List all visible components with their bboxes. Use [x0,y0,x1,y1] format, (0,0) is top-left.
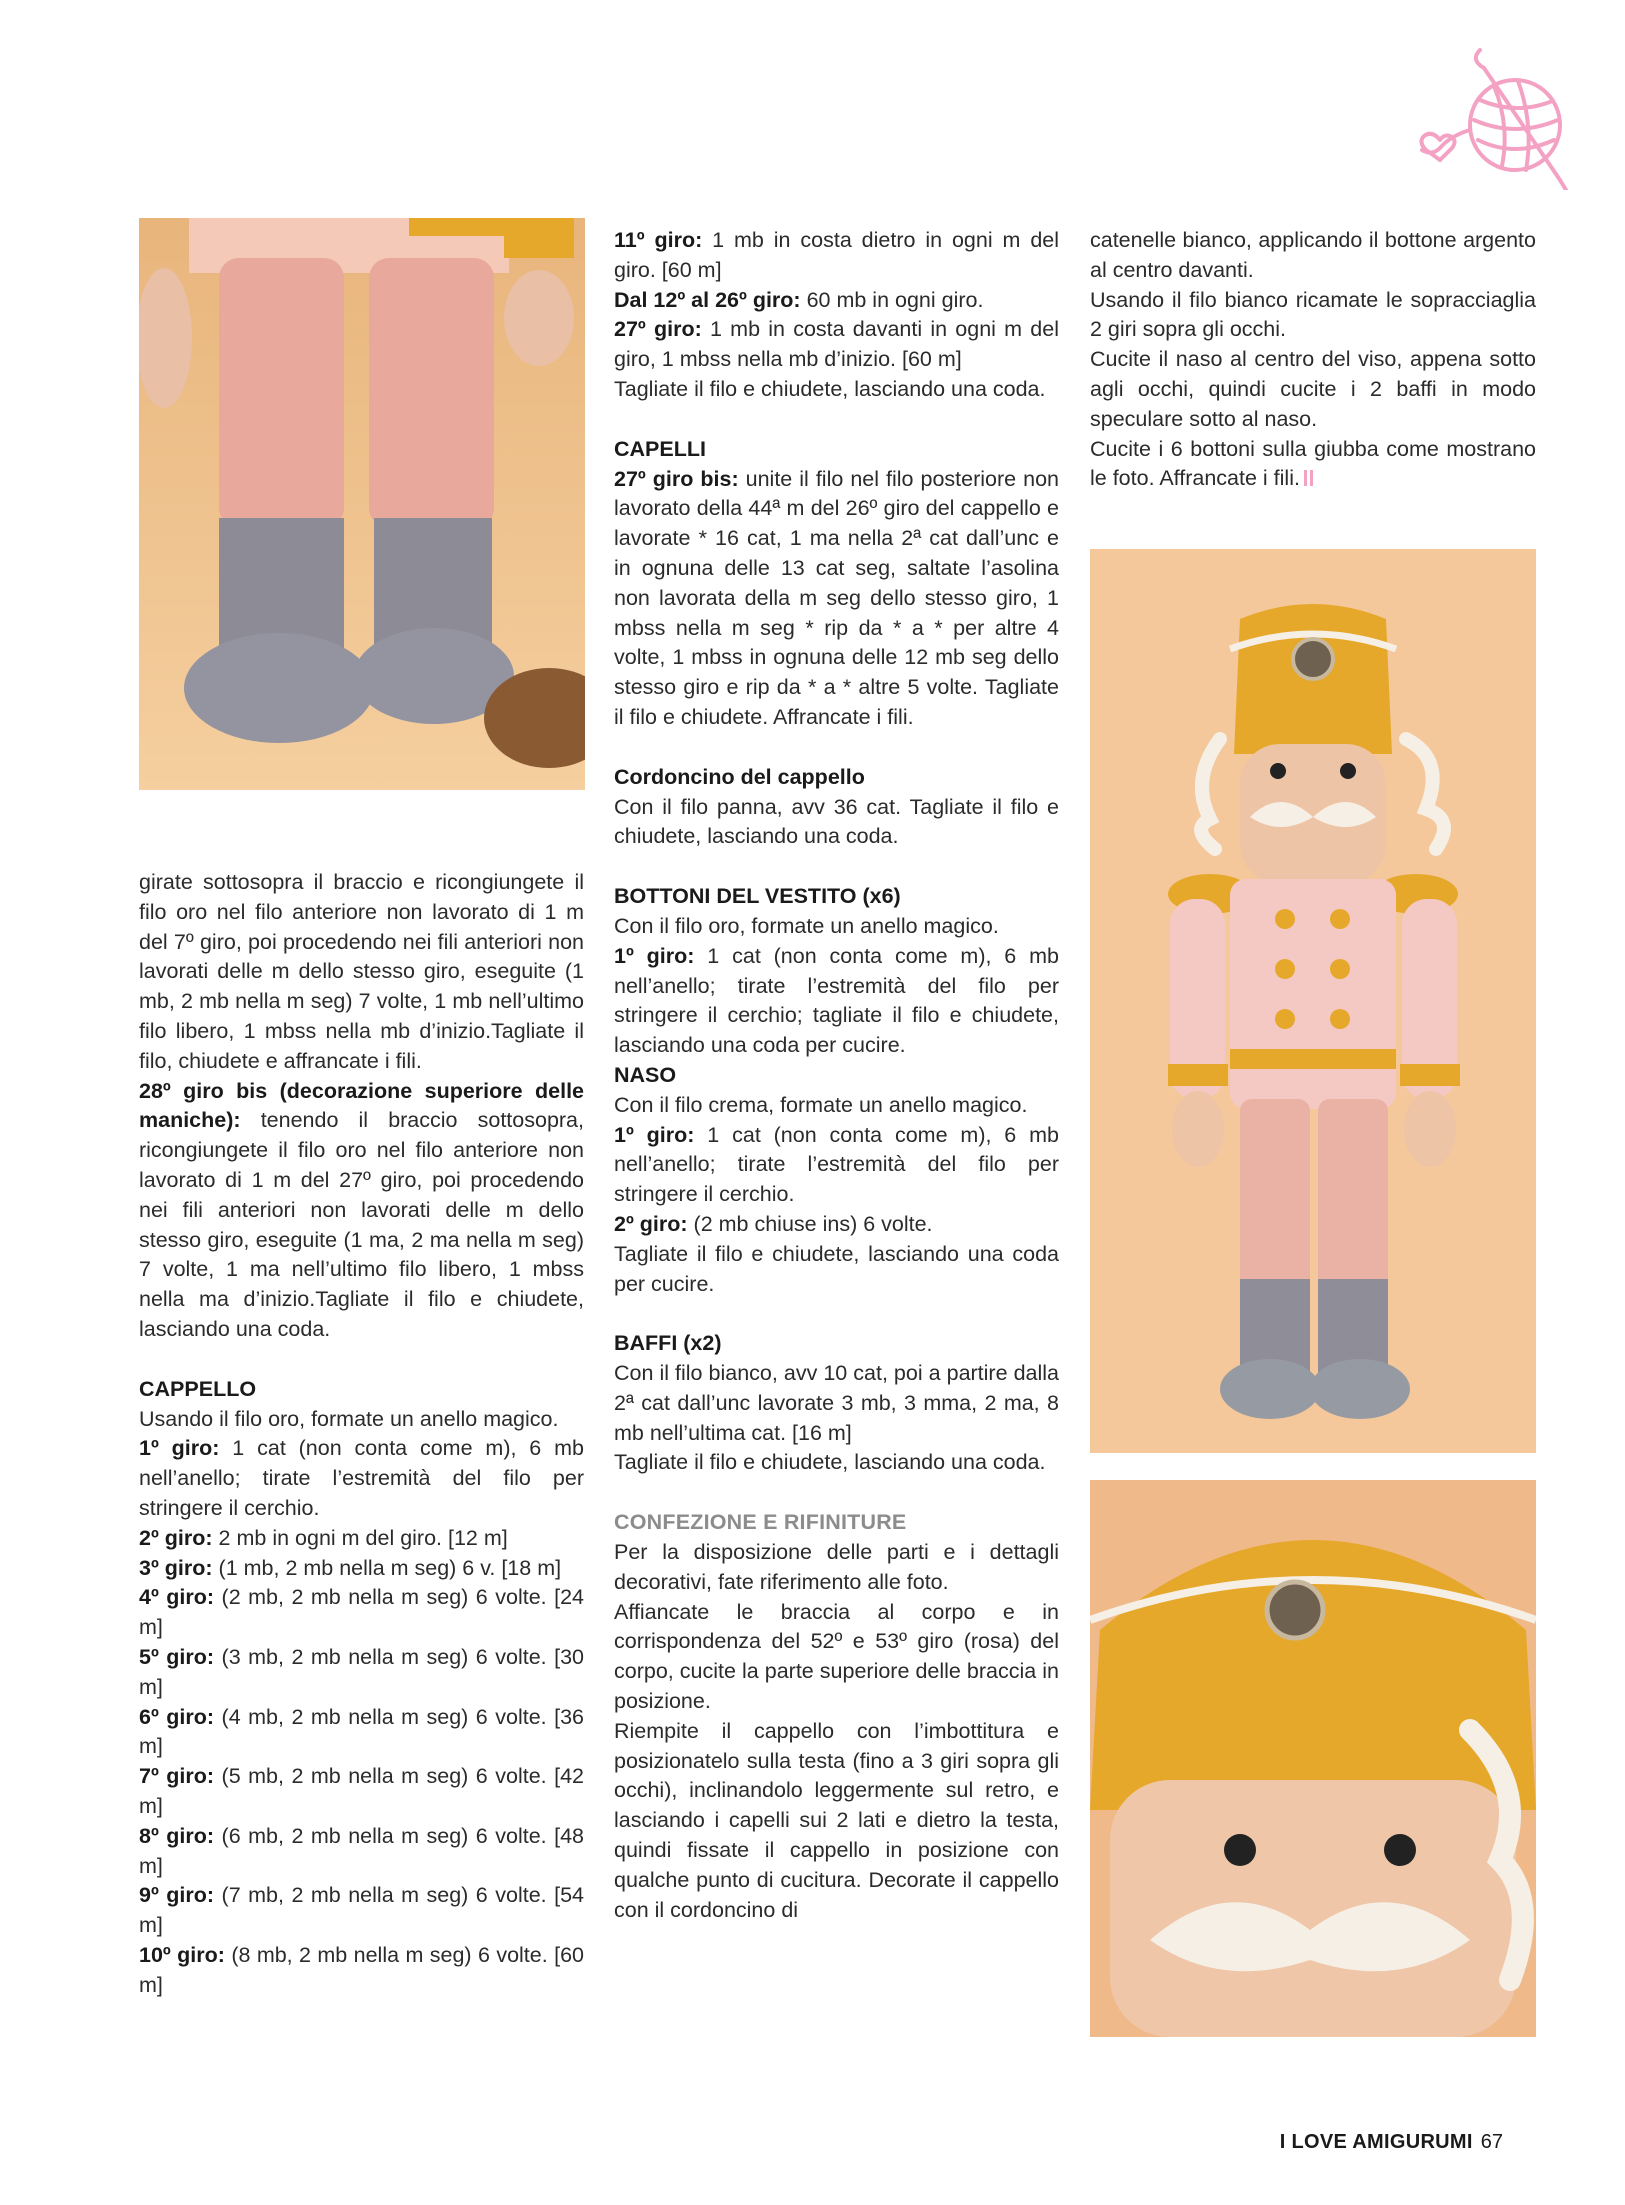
naso-r2-label: 2º giro: [614,1211,688,1236]
round-11 [614,226,1059,286]
cappello-round-label: 4º giro: [139,1585,215,1610]
capelli-label: 27º giro bis: [614,466,739,491]
cappello-round-text: (3 mb, 2 mb nella m seg) 6 volte. [30 m] [139,1644,584,1699]
text-column-left [139,868,584,2000]
cappello-round-text: (6 mb, 2 mb nella m seg) 6 volte. [48 m] [139,1823,584,1878]
round-27 [614,315,1059,375]
section-heading-confezione: CONFEZIONE E RIFINITURE [614,1510,907,1535]
cappello-round [139,1762,584,1822]
photo-legs [139,218,585,790]
cappello-round-text: (8 mb, 2 mb nella m seg) 6 volte. [60 m] [139,1942,584,1997]
capelli-round [614,465,1059,733]
cappello-round-label: 6º giro: [139,1704,215,1729]
naso-r2-text: (2 mb chiuse ins) 6 volte. [693,1211,933,1236]
finishing-p2: Usando il filo bianco ricamate le sopracciaglia 2 giri sopra gli occhi. [1090,287,1536,342]
section-heading-baffi: BAFFI (x2) [614,1331,722,1356]
section-heading-cappello: CAPPELLO [139,1376,257,1401]
cappello-round-label: 8º giro: [139,1823,215,1848]
finishing-p4 [1090,435,1536,495]
naso-r1-text: 1 cat (non conta come m), 6 mb nell’anello; tirate l’estremità del filo per stringere il cerchio. [614,1122,1059,1207]
bottoni-round-1 [614,942,1059,1061]
capelli-text: unite il filo nel filo posteriore non lavorato della 44ª m del 26º giro del cappello e lavorate * 16 cat, 1 ma nella 2ª cat dall’unc e in ognuna delle 13 cat seg, saltate l’asolina non lavorata della m seg dello stesso giro, 1 mbss nella m seg * rip da * a * per altre 4 volte, 1 mbss in ognuna delle 12 mb seg dello stesso giro e rip da * a * altre 5 volte. Tagliate il filo e chiudete. Affrancate i fili. [614,466,1060,729]
page-number: 67 [1480,2131,1503,2153]
confezione-p2: Affiancate le braccia al corpo e in corrispondenza del 52º e 53º giro (rosa) del corpo, cucite la parte superiore delle braccia in posizione. [614,1599,1059,1714]
cappello-round-text: (5 mb, 2 mb nella m seg) 6 volte. [42 m] [139,1764,584,1818]
round-12-text: 60 mb in ogni giro. [806,287,984,312]
bottoni-r1-label: 1º giro: [614,943,695,968]
finishing-p4-text: Cucite i 6 bottoni sulla giubba come mostrano le foto. Affrancate i fili. [1090,436,1536,491]
photo-nutcracker-full [1090,549,1536,1453]
text-column-middle [614,226,1059,1925]
round-27-end: Tagliate il filo e chiudete, lasciando una coda. [614,376,1046,401]
text-column-right [1090,226,1536,494]
cappello-round-text: (7 mb, 2 mb nella m seg) 6 volte. [54 m] [139,1883,584,1938]
section-heading-capelli: CAPELLI [614,436,706,461]
cappello-round-label: 5º giro: [139,1644,215,1669]
cappello-round-label: 9º giro: [139,1883,215,1908]
cappello-round-label: 10º giro: [139,1942,225,1967]
confezione-p3: Riempite il cappello con l’imbottitura e posizionatelo sulla testa (fino a 3 giri sopra gli occhi), inclinandolo leggermente sul retro, e lasciando i capelli sui 2 lati e dietro la testa, quindi fissate il cappello in posizione con qualche punto di cucitura. Decorate il cappello con il cordoncino di [614,1718,1059,1922]
section-heading-bottoni: BOTTONI DEL VESTITO (x6) [614,884,901,909]
cappello-round-label: 3º giro: [139,1555,213,1580]
cappello-round [139,1554,584,1584]
baffi-text: Con il filo bianco, avv 10 cat, poi a partire dalla 2ª cat dall’unc lavorate 3 mb, 3 mma, 2 ma, 8 mb nell’ultima cat. [16 m] [614,1361,1059,1445]
end-mark-icon [1304,470,1307,486]
cappello-round-text: (2 mb, 2 mb nella m seg) 6 volte. [24 m] [139,1585,584,1640]
round-28-text: tenendo il braccio sottosopra, ricongiungete il filo oro nel filo anteriore non lavorato di 1 m del 27º giro, poi procedendo nei fili anteriori non lavorati delle m dello stesso giro, eseguite (1 ma, 2 ma nella m seg) 7 volte, 1 ma nell’ultimo filo libero, 1 mbss nella ma d’inizio.Tagliate il filo e chiudete, lasciando una coda. [139,1108,584,1341]
cappello-round [139,1434,584,1523]
cappello-round-text: (1 mb, 2 mb nella m seg) 6 v. [18 m] [218,1555,562,1580]
confezione-p1: Per la disposizione delle parti e i dettagli decorativi, fate riferimento alle foto. [614,1540,1059,1594]
cappello-round [139,1941,584,2001]
cappello-intro: Usando il filo oro, formate un anello magico. [139,1406,559,1431]
naso-end: Tagliate il filo e chiudete, lasciando una coda per cucire. [614,1241,1059,1296]
section-heading-naso: NASO [614,1062,677,1087]
round-11-label: 11º giro: [614,228,703,252]
finishing-p3: Cucite il naso al centro del viso, appena sotto agli occhi, quindi cucite i 2 baffi in modo speculare sotto al naso. [1090,347,1536,431]
naso-r1-label: 1º giro: [614,1122,695,1147]
cappello-round [139,1703,584,1763]
bottoni-r1-text: 1 cat (non conta come m), 6 mb nell’anello; tirate l’estremità del filo per stringere il cerchio; tagliate il filo e chiudete, lasciando una coda per cucire. [614,943,1059,1058]
naso-round-1 [614,1121,1059,1210]
cappello-round [139,1822,584,1882]
finishing-p1: catenelle bianco, applicando il bottone argento al centro davanti. [1090,228,1536,282]
yarn-ball-icon [1410,40,1585,190]
round-11-text: 1 mb in costa dietro in ogni m del giro. [60 m] [614,228,1060,282]
cappello-rounds [139,1434,584,2000]
round-12-label: Dal 12º al 26º giro: [614,287,801,312]
cappello-round-label: 1º giro: [139,1436,220,1461]
round-27-label: 27º giro: [614,317,702,342]
section-heading-cordoncino: Cordoncino del cappello [614,764,865,789]
legs-illustration [139,218,585,790]
bottoni-intro: Con il filo oro, formate un anello magico. [614,913,999,938]
cappello-round [139,1524,584,1554]
round-27-text: 1 mb in costa davanti in ogni m del giro, 1 mbss nella mb d’inizio. [60 m] [614,317,1059,372]
cappello-round-text: 1 cat (non conta come m), 6 mb nell’anello; tirate l’estremità del filo per stringere il cerchio. [139,1436,584,1520]
cappello-round-text: (4 mb, 2 mb nella m seg) 6 volte. [36 m] [139,1704,584,1759]
round-28-label: 28º giro bis (decorazione superiore delle maniche): [139,1078,584,1133]
cappello-round-text: 2 mb in ogni m del giro. [12 m] [218,1525,508,1550]
page-footer [1280,2131,1503,2154]
round-28-bis [139,1077,584,1345]
head-illustration [1090,1480,1536,2037]
cappello-round [139,1881,584,1941]
cordoncino-text: Con il filo panna, avv 36 cat. Tagliate il filo e chiudete, lasciando una coda. [614,794,1059,849]
cappello-round-label: 7º giro: [139,1764,215,1789]
naso-intro: Con il filo crema, formate un anello magico. [614,1092,1028,1117]
nutcracker-illustration [1090,549,1536,1453]
arm-instructions: girate sottosopra il braccio e ricongiungete il filo oro nel filo anteriore non lavorato di 1 m del 7º giro, poi procedendo nei fili anteriori non lavorati delle m dello stesso giro, eseguite (1 mb, 2 mb nella m seg) 7 volte, 1 mb nell’ultimo filo libero, 1 mbss nella mb d’inizio.Tagliate il filo, chiudete e affrancate i fili. [139,870,584,1073]
naso-round-2 [614,1210,1059,1240]
cappello-round [139,1643,584,1703]
round-12-26 [614,286,1059,316]
cappello-round-label: 2º giro: [139,1525,213,1550]
baffi-end: Tagliate il filo e chiudete, lasciando una coda. [614,1450,1046,1475]
cappello-round [139,1583,584,1643]
magazine-title: I LOVE AMIGURUMI [1279,2131,1473,2153]
photo-nutcracker-head [1090,1480,1536,2037]
